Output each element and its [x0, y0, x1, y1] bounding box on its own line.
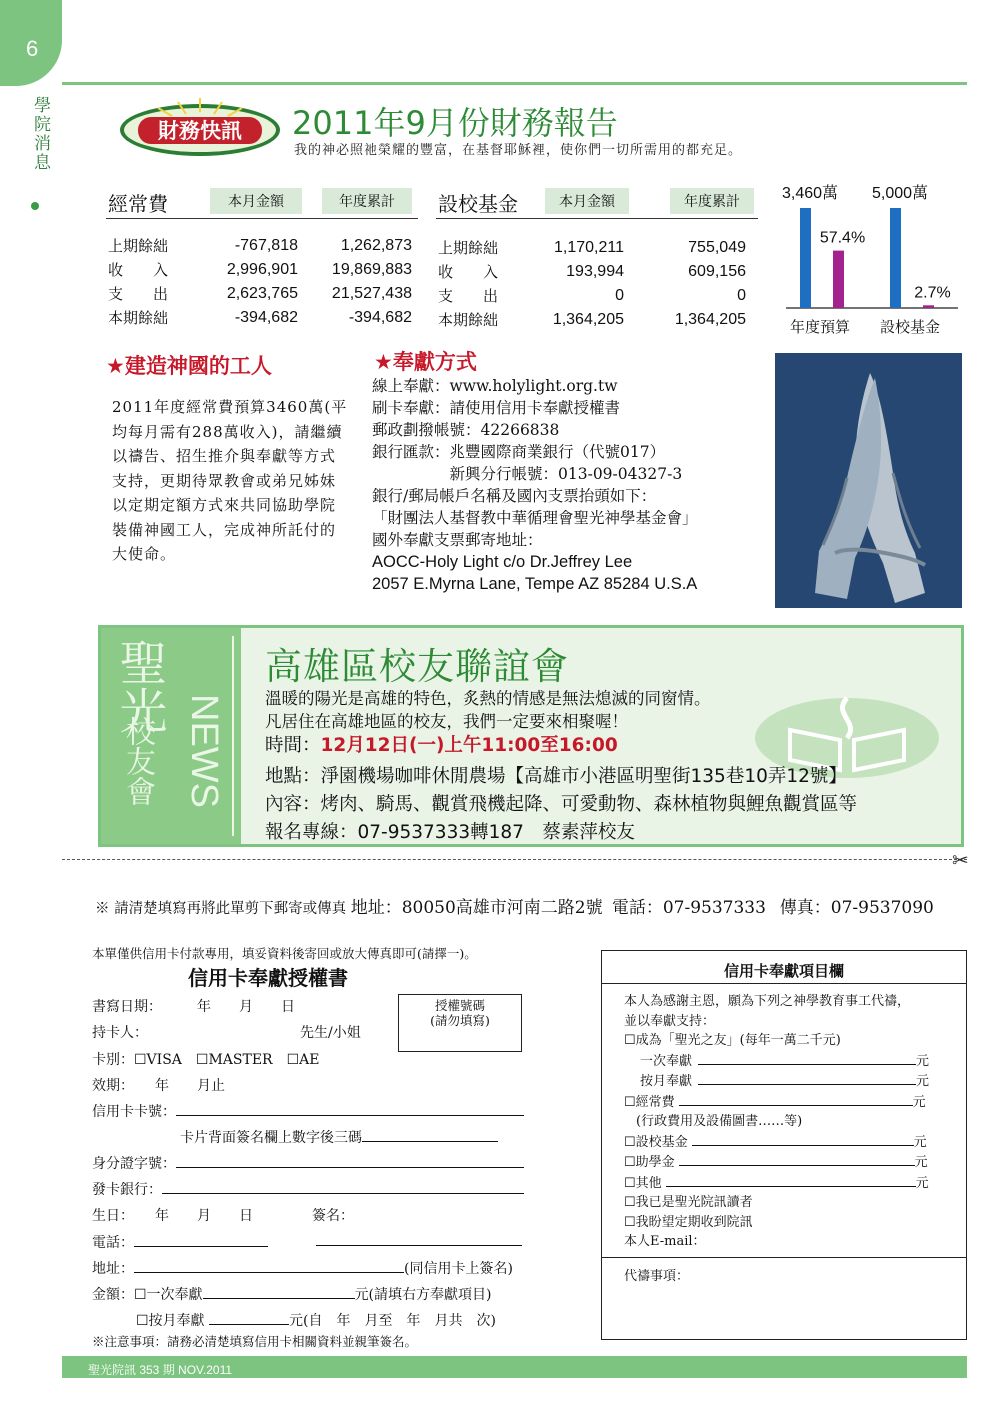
- form-holder[interactable]: 持卡人：: [92, 1025, 148, 1041]
- row-month: 2,996,901: [226, 261, 298, 278]
- side-margin: [0, 0, 62, 1427]
- alumni-signup: 報名專線：07-9537333轉187 蔡素萍校友: [265, 822, 635, 843]
- unit-label: 元: [913, 1134, 927, 1150]
- alumni-side-news: NEWS: [183, 694, 225, 808]
- items-other[interactable]: [624, 1173, 959, 1194]
- authorization-code-box: [398, 994, 522, 1052]
- row-year: 0: [737, 287, 746, 304]
- cut-line: [62, 859, 967, 860]
- once-field[interactable]: [698, 1051, 916, 1065]
- form-monthly[interactable]: [136, 1310, 496, 1330]
- signature-line[interactable]: [316, 1245, 522, 1246]
- builders-heading: ★建造神國的工人: [106, 354, 272, 378]
- items-scholarship[interactable]: [624, 1152, 959, 1173]
- fund-col-month: 本月金額: [545, 188, 629, 214]
- fund-table-rule: [436, 218, 758, 219]
- table-row: [438, 284, 750, 308]
- offering-line: AOCC-Holy Light c/o Dr.Jeffrey Lee: [372, 553, 633, 571]
- offering-line: 銀行匯款：兆豐國際商業銀行（代號017）: [372, 443, 666, 461]
- id-number-label: 身分證字號：: [92, 1156, 176, 1172]
- offering-line: 線上奉獻：www.holylight.org.tw: [372, 377, 618, 395]
- form-bank[interactable]: [92, 1179, 524, 1199]
- regular-field[interactable]: [679, 1092, 913, 1106]
- monthly-field[interactable]: [209, 1311, 289, 1325]
- scholarship-field[interactable]: [679, 1152, 915, 1166]
- chart-data-label: 57.4%: [819, 229, 866, 247]
- regular-table: [108, 234, 413, 330]
- chart-bar: [923, 305, 934, 308]
- alumni-intro-1: 溫暖的陽光是高雄的特色，炙熱的情感是無法熄滅的同窗情。: [265, 689, 711, 708]
- mailing-note-lead: ※ 請清楚填寫再將此單剪下郵寄或傳真: [95, 901, 347, 917]
- offering-methods: [372, 375, 698, 595]
- phone-label: 電話：: [92, 1235, 134, 1251]
- row-year: 755,049: [688, 239, 746, 256]
- form-title: 信用卡奉獻授權書: [188, 966, 348, 990]
- header-rule: [62, 82, 967, 85]
- offering-line: 「財團法人基督教中華循理會聖光神學基金會」: [372, 509, 698, 527]
- table-row: [108, 258, 413, 282]
- finance-report-title: 2011年9月份財務報告: [292, 104, 618, 142]
- table-row: [108, 282, 413, 306]
- form-phone[interactable]: [92, 1232, 268, 1252]
- finance-news-badge: [118, 96, 283, 158]
- form-date[interactable]: 書寫日期： 年 月 日: [92, 999, 295, 1015]
- table-row: [108, 306, 413, 330]
- finance-verse: 我的神必照祂榮耀的豐富，在基督耶穌裡，使你們一切所需用的都充足。: [294, 143, 743, 158]
- monthly-label: 按月奉獻: [640, 1074, 693, 1089]
- fund-field[interactable]: [692, 1132, 914, 1146]
- form-amount[interactable]: [92, 1284, 492, 1304]
- address-field[interactable]: [134, 1259, 404, 1273]
- row-month: -767,818: [234, 237, 298, 254]
- offering-line: 銀行/郵局帳戶名稱及國內支票抬頭如下：: [372, 487, 657, 505]
- regular-col-year: 年度累計: [322, 188, 412, 214]
- offering-items-list: [624, 992, 959, 1252]
- items-want[interactable]: ☐我盼望定期收到院訊: [624, 1214, 753, 1230]
- offering-line: 2057 E.Myrna Lane, Tempe AZ 85284 U.S.A: [372, 575, 698, 593]
- mailing-fax: 傳真：07-9537090: [779, 898, 934, 918]
- unit-label: 元: [915, 1175, 929, 1191]
- amount-suffix: 元(請填右方奉獻項目): [354, 1287, 492, 1303]
- row-label: 上期餘絀: [438, 239, 499, 257]
- chart-bar: [800, 208, 811, 308]
- row-year: 19,869,883: [331, 261, 412, 278]
- prayer-rule: [601, 1257, 967, 1258]
- alumni-content: 內容：烤肉、騎馬、觀賞飛機起降、可愛動物、森林植物與鯉魚觀賞區等: [265, 794, 858, 815]
- mailing-note: [95, 893, 934, 918]
- items-email[interactable]: 本人E-mail：: [624, 1234, 706, 1249]
- form-note: 本單僅供信用卡付款專用，填妥資料後寄回或放大傳真即可(請擇一)。: [92, 946, 477, 961]
- alumni-title: 高雄區校友聯誼會: [265, 645, 569, 688]
- mailing-phone: 電話：07-9537333: [611, 898, 766, 918]
- address-label: 地址：: [92, 1261, 134, 1277]
- prayer-label[interactable]: 代禱事項：: [624, 1269, 690, 1284]
- chart-target-label: 5,000萬: [871, 185, 929, 202]
- items-regular[interactable]: [624, 1092, 959, 1113]
- alumni-side-title: 聖光: [111, 638, 167, 734]
- row-year: 21,527,438: [331, 285, 412, 302]
- table-row: [108, 234, 413, 258]
- cvv-field[interactable]: [362, 1128, 498, 1142]
- offering-heading: ★奉獻方式: [374, 350, 477, 374]
- page-number: 6: [26, 36, 39, 61]
- alumni-time: [265, 731, 618, 757]
- alumni-side-divider: [232, 636, 234, 836]
- items-intro-2: 並以奉獻支持：: [624, 1013, 716, 1029]
- bank-label: 發卡銀行：: [92, 1182, 162, 1198]
- row-month: 1,170,211: [554, 239, 624, 256]
- regular-table-rule: [106, 218, 418, 219]
- card-number-field[interactable]: [176, 1102, 524, 1116]
- items-once[interactable]: [624, 1051, 959, 1072]
- fund-col-year: 年度累計: [670, 188, 754, 214]
- budget-bar-chart: [778, 180, 963, 340]
- items-friend[interactable]: ☐成為「聖光之友」(每年一萬二千元): [624, 1033, 841, 1048]
- items-fund[interactable]: [624, 1132, 959, 1153]
- offering-line: 國外奉獻支票郵寄地址：: [372, 531, 543, 549]
- items-intro-1: 本人為感謝主恩，願為下列之神學教育事工代禱，: [624, 994, 911, 1009]
- row-month: 1,364,205: [552, 311, 624, 328]
- form-card-type[interactable]: 卡別：☐VISA ☐MASTER ☐AE: [92, 1052, 320, 1068]
- address-suffix: (同信用卡上簽名): [404, 1261, 513, 1277]
- form-expiry[interactable]: 效期： 年 月止: [92, 1078, 225, 1094]
- monthly-field[interactable]: [698, 1071, 916, 1085]
- praying-hands-image: [775, 353, 962, 608]
- row-label: 本期餘絀: [438, 311, 499, 329]
- table-row: [438, 308, 750, 332]
- row-year: 609,156: [688, 263, 746, 280]
- form-holder-suffix: 先生/小姐: [300, 1025, 361, 1041]
- scholarship-label: ☐助學金: [624, 1155, 675, 1170]
- regular-label: ☐經常費: [624, 1094, 675, 1110]
- chart-data-label: 2.7%: [914, 284, 951, 302]
- auth-box-label: 授權號碼 (請勿填寫): [430, 998, 490, 1028]
- items-monthly[interactable]: [624, 1071, 959, 1092]
- unit-label: 元: [914, 1155, 928, 1170]
- row-month: 0: [615, 287, 624, 304]
- form-footnote: ※注意事項：請務必清楚填寫信用卡相關資料並親筆簽名。: [92, 1334, 418, 1349]
- row-label: 支 出: [108, 285, 169, 303]
- form-address[interactable]: [92, 1258, 513, 1278]
- cvv-label: 卡片背面簽名欄上數字後三碼: [180, 1130, 362, 1146]
- row-label: 本期餘絀: [108, 309, 169, 327]
- fund-table: [438, 236, 750, 332]
- unit-label: 元: [916, 1074, 930, 1089]
- bank-field[interactable]: [162, 1180, 524, 1194]
- amount-label: 金額：☐一次奉獻: [92, 1287, 203, 1303]
- fund-label: ☐設校基金: [624, 1134, 688, 1150]
- chart-target-label: 3,460萬: [781, 185, 839, 202]
- scissors-icon: ✂: [952, 848, 969, 872]
- row-month: 2,623,765: [226, 285, 298, 302]
- form-cvv[interactable]: [180, 1127, 498, 1147]
- row-month: 193,994: [566, 263, 624, 280]
- unit-label: 元: [916, 1053, 930, 1069]
- offering-line: 新興分行帳號：013-09-04327-3: [372, 465, 683, 483]
- footer-text: 聖光院訊 353 期 NOV.2011: [88, 1363, 233, 1377]
- offering-line: 刷卡奉獻：請使用信用卡奉獻授權書: [372, 399, 621, 417]
- alumni-side-subtitle: 校友會: [120, 716, 155, 806]
- form-card-number[interactable]: [92, 1101, 524, 1121]
- mailing-address: 地址：80050高雄市河南二路2號: [350, 898, 603, 918]
- other-field[interactable]: [666, 1173, 916, 1187]
- phone-field[interactable]: [134, 1233, 268, 1247]
- table-row: [438, 260, 750, 284]
- form-sign-label: 簽名：: [312, 1208, 354, 1224]
- monthly-suffix: 元(自 年 月至 年 月共 次): [289, 1313, 496, 1329]
- row-label: 支 出: [438, 287, 499, 305]
- regular-table-title: 經常費: [108, 192, 168, 216]
- builders-text: 2011年度經常費預算3460萬(平均每月需有288萬收入)，請繼續以禱告、招生推介與奉獻等方式支持，更期待眾教會或弟兄姊妹以定期定額方式來共同協助學院裝備神國工人，完成神所託付的大使命。: [112, 398, 348, 563]
- offering-items-title: 信用卡奉獻項目欄: [723, 962, 844, 980]
- card-number-label: 信用卡卡號：: [92, 1104, 176, 1120]
- section-label: 學院消息: [30, 96, 50, 172]
- amount-field[interactable]: [203, 1285, 355, 1299]
- chart-category-label: 設校基金: [879, 318, 941, 336]
- row-year: 1,262,873: [340, 237, 412, 254]
- unit-label: 元: [912, 1094, 926, 1110]
- fund-table-title: 設校基金: [438, 192, 518, 216]
- alumni-intro-2: 凡居住在高雄地區的校友，我們一定要來相聚喔！: [265, 712, 628, 731]
- offering-line: 郵政劃撥帳號：42266838: [372, 421, 560, 439]
- table-row: [438, 236, 750, 260]
- items-reader[interactable]: ☐我已是聖光院訊讀者: [624, 1195, 753, 1210]
- regular-col-month: 本月金額: [210, 188, 302, 214]
- row-year: 1,364,205: [674, 311, 746, 328]
- other-label: ☐其他: [624, 1175, 662, 1191]
- items-regular-note: (行政費用及設備圖書……等): [636, 1114, 803, 1129]
- row-month: -394,682: [234, 309, 298, 326]
- row-label: 收 入: [108, 261, 169, 279]
- chart-bar: [833, 251, 844, 308]
- alumni-time-label: 時間：: [265, 735, 321, 756]
- finance-badge-text: 財務快訊: [158, 119, 242, 143]
- section-dot: [31, 202, 39, 210]
- monthly-label: ☐按月奉獻: [136, 1313, 205, 1329]
- form-birthday[interactable]: 生日： 年 月 日: [92, 1208, 253, 1224]
- id-number-field[interactable]: [176, 1154, 524, 1168]
- row-label: 收 入: [438, 263, 499, 281]
- offering-items-rule: [601, 983, 967, 984]
- alumni-place: 地點：淨園機場咖啡休閒農場【高雄市小港區明聖街135巷10弄12號】: [265, 766, 847, 787]
- chart-category-label: 年度預算: [789, 318, 851, 336]
- row-label: 上期餘絀: [108, 237, 169, 255]
- chart-bar: [890, 208, 901, 308]
- form-id-number[interactable]: [92, 1153, 524, 1173]
- alumni-time-value: 12月12日(一)上午11:00至16:00: [320, 735, 618, 756]
- once-label: 一次奉獻: [640, 1053, 693, 1069]
- row-year: -394,682: [348, 309, 412, 326]
